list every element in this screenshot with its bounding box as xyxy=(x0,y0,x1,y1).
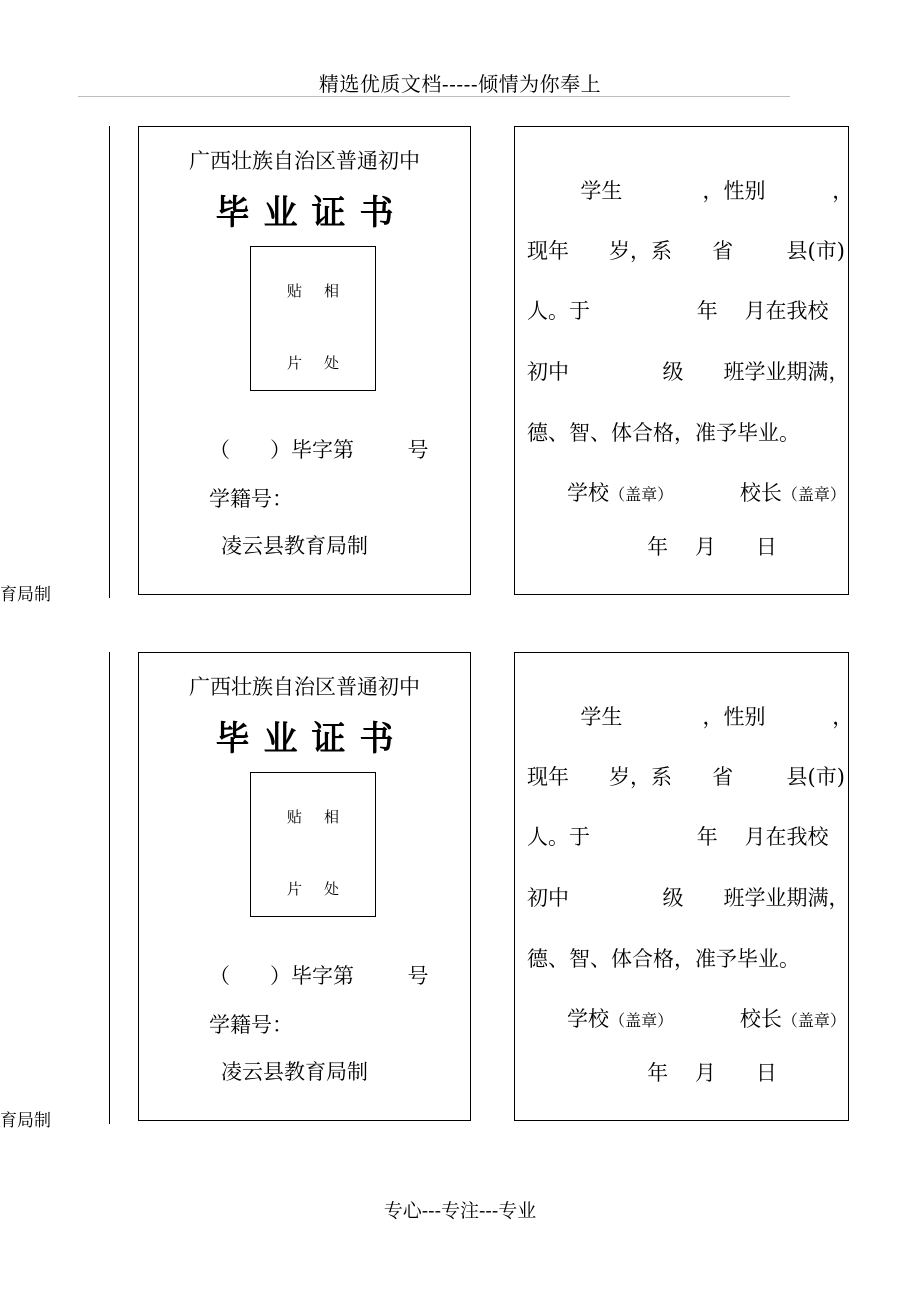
page-footer: 专心---专注---专业 xyxy=(383,1200,537,1222)
age-origin-line: 现年 岁，系 省 县(市) xyxy=(527,239,845,263)
seal-line xyxy=(527,477,846,507)
region-heading: 广西壮族自治区普通初中 xyxy=(189,149,420,173)
student-line: 学生 ，性别 ， xyxy=(527,705,854,729)
student-line: 学生 ，性别 ， xyxy=(527,179,854,203)
photo-label-top: 贴相 xyxy=(286,282,361,300)
region-heading: 广西壮族自治区普通初中 xyxy=(189,675,420,699)
photo-label-bottom: 片处 xyxy=(286,354,361,372)
class-line: 初中 级 班学业期满， xyxy=(527,886,850,910)
fold-line xyxy=(109,126,110,598)
school-seal-note: （盖章） xyxy=(609,485,674,504)
qualification-line: 德、智、体合格，准予毕业。 xyxy=(527,421,800,445)
registration-number-label: 学籍号： xyxy=(209,487,293,511)
certificate-title: 毕业证书 xyxy=(215,719,408,759)
certificate-inside xyxy=(514,652,854,1121)
issue-date-line: 年 月 日 xyxy=(527,1061,777,1085)
certificate-inside xyxy=(514,126,854,595)
photo-placeholder xyxy=(250,246,376,391)
principal-seal-note: （盖章） xyxy=(781,485,846,504)
issue-date-line: 年 月 日 xyxy=(527,535,777,559)
principal-label: 校长 xyxy=(673,1007,782,1031)
certificate-title: 毕业证书 xyxy=(215,193,408,233)
date-line: 人。于 年 月在我校 xyxy=(527,299,829,323)
school-label: 学校 xyxy=(527,1007,610,1031)
age-origin-line: 现年 岁，系 省 县(市) xyxy=(527,765,845,789)
certificate-cover xyxy=(138,126,471,595)
certificate-1 xyxy=(0,124,920,604)
principal-label: 校长 xyxy=(673,481,782,505)
photo-placeholder xyxy=(250,772,376,917)
photo-label-bottom: 片处 xyxy=(286,880,361,898)
fold-line xyxy=(109,652,110,1124)
seal-line xyxy=(527,1003,846,1033)
registration-number-label: 学籍号： xyxy=(209,1013,293,1037)
principal-seal-note: （盖章） xyxy=(781,1011,846,1030)
photo-label-top: 贴相 xyxy=(286,808,361,826)
header-divider xyxy=(78,96,790,97)
qualification-line: 德、智、体合格，准予毕业。 xyxy=(527,947,800,971)
school-seal-note: （盖章） xyxy=(609,1011,674,1030)
margin-note: 育局制 xyxy=(0,585,51,605)
margin-note: 育局制 xyxy=(0,1111,51,1131)
date-line: 人。于 年 月在我校 xyxy=(527,825,829,849)
certificate-cover xyxy=(138,652,471,1121)
issuer: 凌云县教育局制 xyxy=(221,534,368,558)
page-header: 精选优质文档-----倾情为你奉上 xyxy=(318,72,602,96)
certificate-2 xyxy=(0,650,920,1130)
certificate-number: （ ）毕字第 号 xyxy=(209,964,429,988)
class-line: 初中 级 班学业期满， xyxy=(527,360,850,384)
issuer: 凌云县教育局制 xyxy=(221,1060,368,1084)
certificate-number: （ ）毕字第 号 xyxy=(209,438,429,462)
school-label: 学校 xyxy=(527,481,610,505)
